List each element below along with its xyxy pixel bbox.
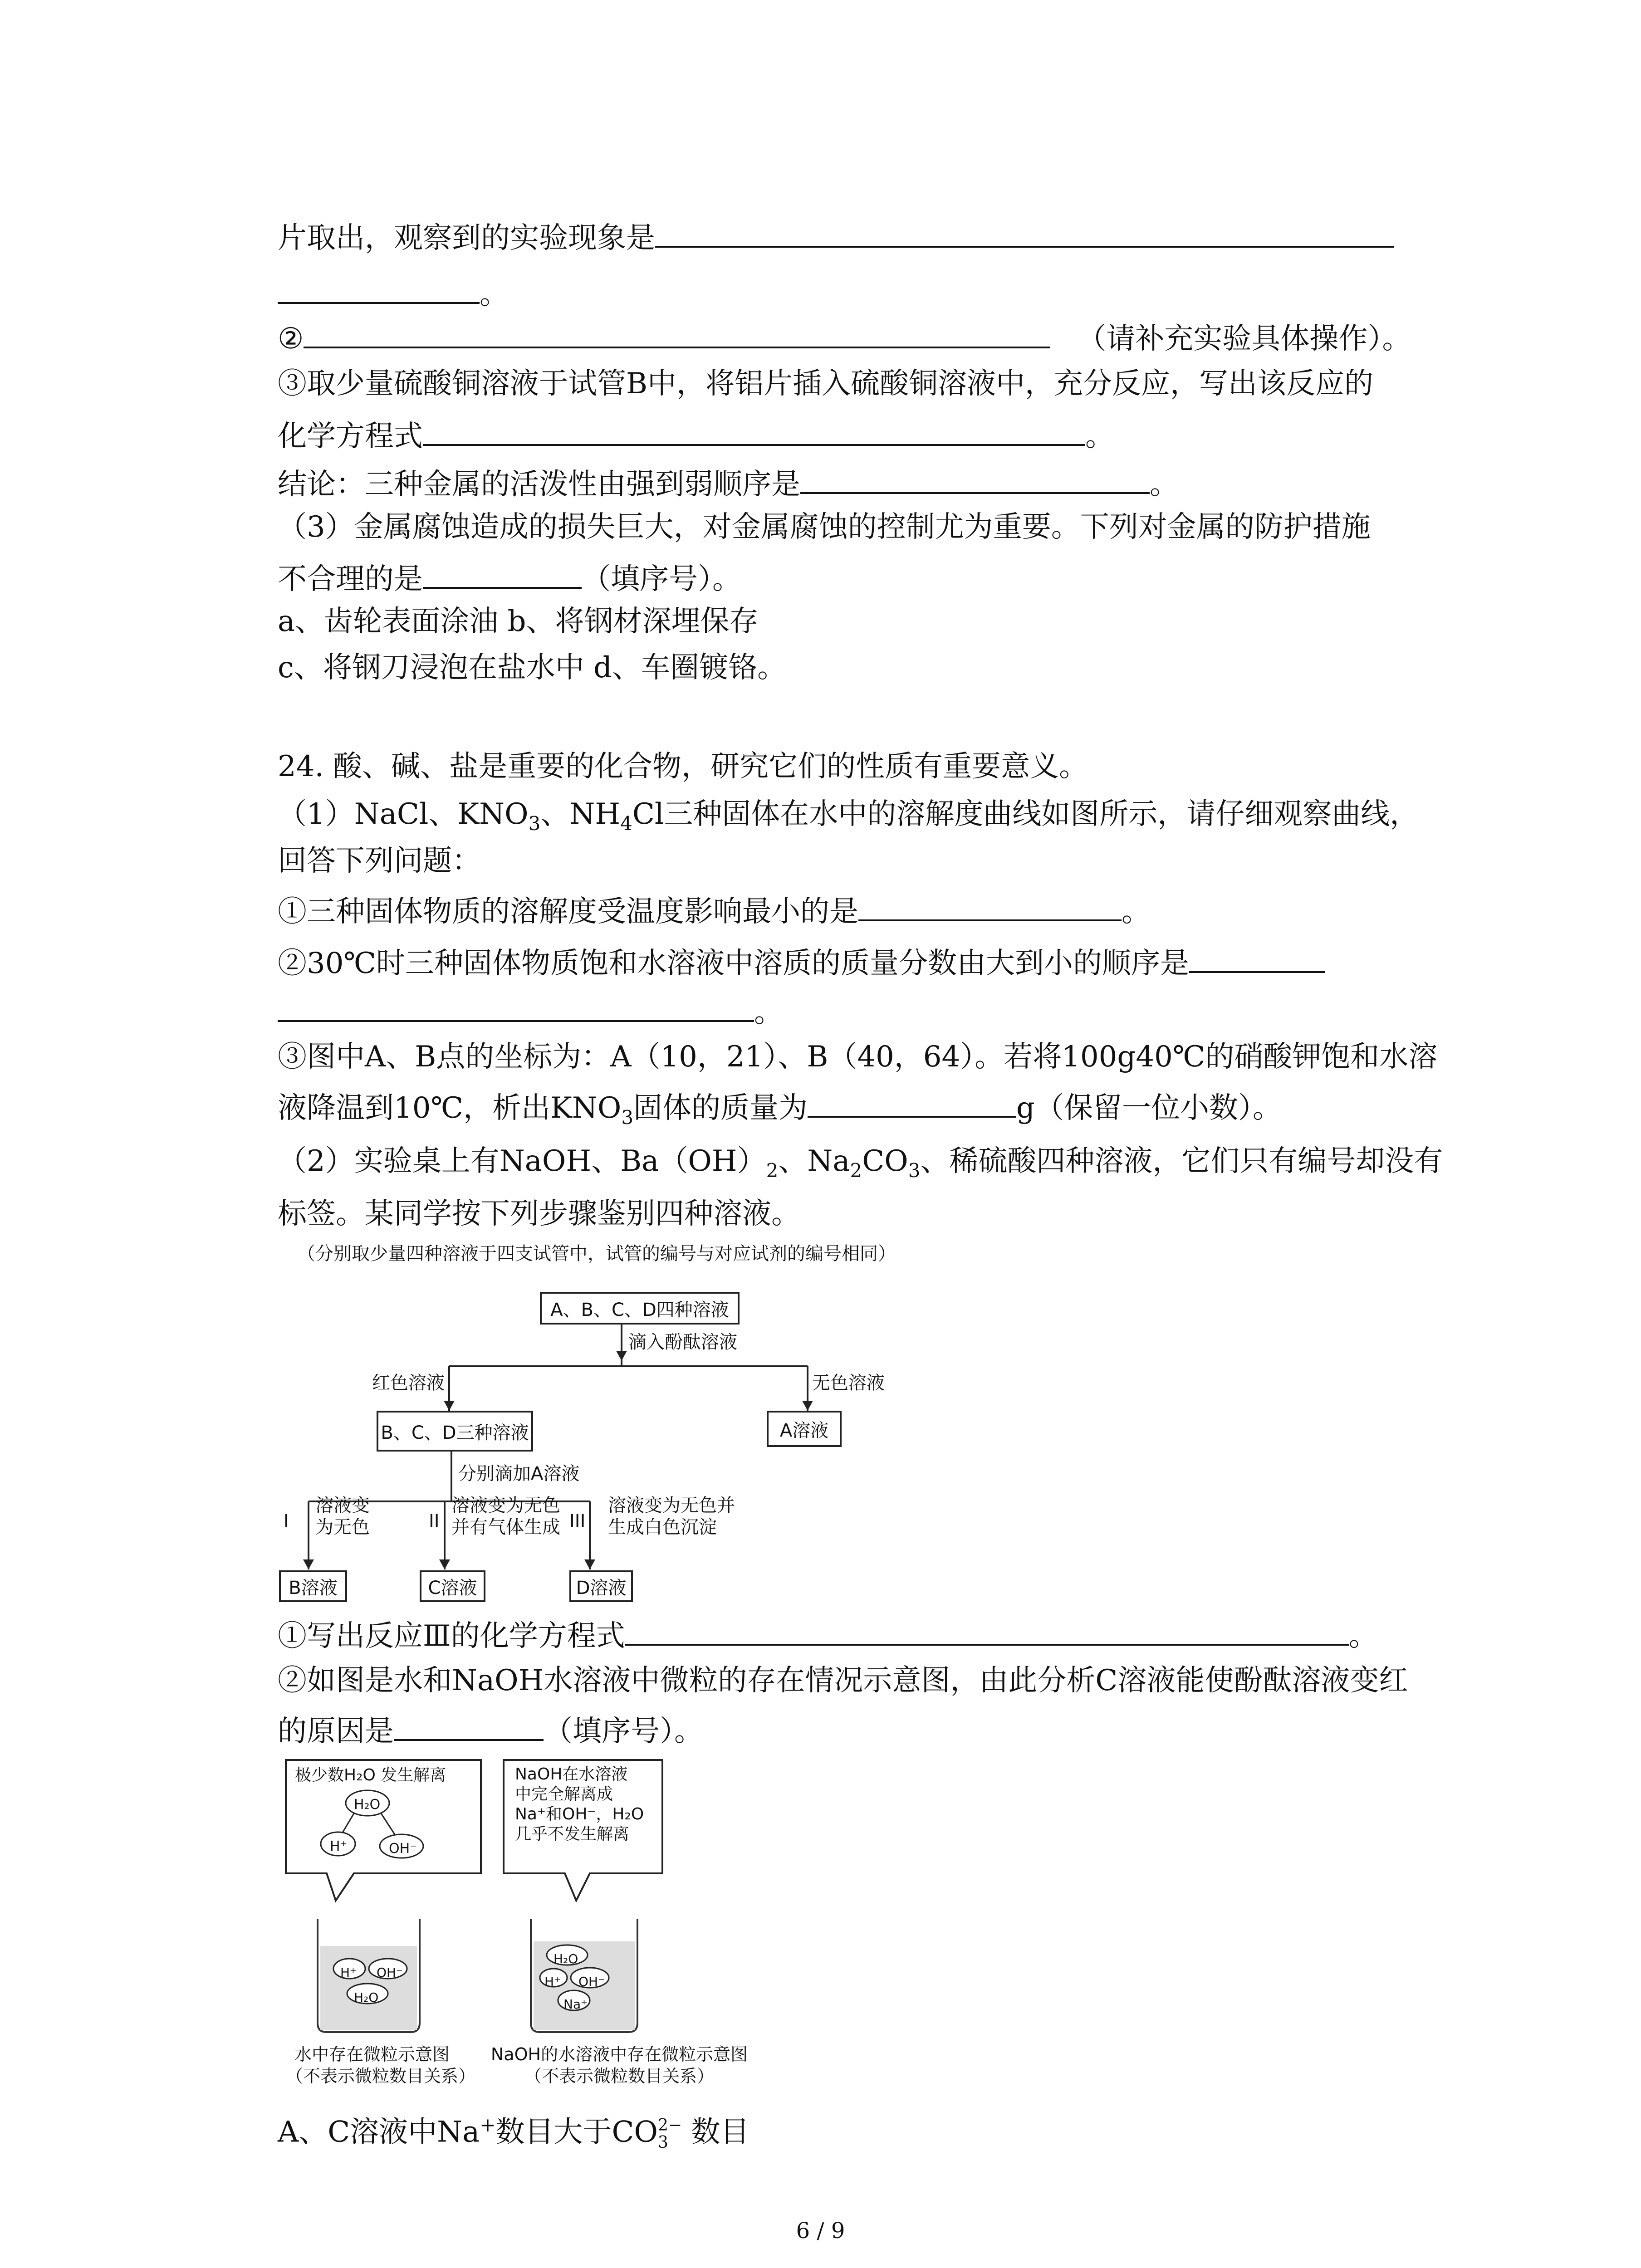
line-text: 几乎不发生解离 xyxy=(515,1825,630,1843)
line-text: 。 xyxy=(1122,895,1151,929)
line-text: 溶液变为无色并 xyxy=(608,1495,735,1516)
line-text: （填序号）。 xyxy=(582,562,741,596)
flow-label-colorless: 无色溶液 xyxy=(812,1373,885,1393)
beaker-1-h2o-label: H₂O xyxy=(354,1990,379,2005)
page-number: 6 / 9 xyxy=(796,2218,845,2244)
beaker-1-h-label: H⁺ xyxy=(340,1965,357,1980)
line-text: ③图中A、B点的坐标为：A（10，21）、B（40，64）。若将100g40℃的硝酸钾饱和水溶 xyxy=(278,1040,1438,1074)
beaker-2-h2o-label: H₂O xyxy=(554,1951,578,1966)
line-text: ②30℃时三种固体物质饱和水溶液中溶质的质量分数由大到小的顺序是 xyxy=(278,947,1190,980)
line-text: 片取出，观察到的实验现象是 xyxy=(278,221,655,255)
flow-step-phenolphthalein: 滴入酚酞溶液 xyxy=(628,1332,737,1353)
line-text: 液降温到10℃，析出KNO xyxy=(278,1091,622,1125)
flow-box-b: B溶液 xyxy=(279,1570,347,1602)
line-text: 固体的质量为 xyxy=(633,1091,808,1125)
line-text: 水中存在微粒示意图 xyxy=(294,2044,450,2064)
line-text: 。 xyxy=(1085,420,1114,453)
flow-box-abcd: A、B、C、D四种溶液 xyxy=(540,1292,740,1325)
water-caption xyxy=(286,2043,476,2087)
line-text: 、NH xyxy=(540,797,621,831)
line-text: （3）金属腐蚀造成的损失巨大，对金属腐蚀的控制尤为重要。下列对金属的防护措施 xyxy=(278,510,1371,544)
line-text: （填序号）。 xyxy=(544,1715,703,1748)
subscript: 3 xyxy=(657,2133,668,2152)
line-text: c、将钢刀浸泡在盐水中 d、车圈镀铬。 xyxy=(278,651,787,684)
line-text: NaOH的水溶液中存在微粒示意图 xyxy=(490,2044,748,2064)
line-text: （请补充实验具体操作）。 xyxy=(1077,322,1411,356)
line-text: ③取少量硫酸铜溶液于试管B中，将铝片插入硫酸铜溶液中，充分反应，写出该反应的 xyxy=(278,367,1374,401)
line-text: 回答下列问题： xyxy=(278,844,481,878)
line-text: 不合理的是 xyxy=(278,562,423,596)
flow-label-red: 红色溶液 xyxy=(372,1373,445,1393)
line-text: 。 xyxy=(480,278,509,311)
line-text: 生成白色沉淀 xyxy=(608,1517,717,1538)
line-text: （不表示微粒数目关系） xyxy=(286,2066,476,2086)
line-text: 。 xyxy=(1348,1619,1378,1653)
reaction-3-label: III xyxy=(569,1511,586,1532)
reaction-2-label: II xyxy=(429,1511,440,1532)
line-text: 数目大于CO xyxy=(495,2115,658,2149)
line-text: ①三种固体物质的溶解度受温度影响最小的是 xyxy=(278,895,858,929)
line-text: 。 xyxy=(754,996,783,1029)
subscript: 2 xyxy=(766,1159,779,1182)
line-text: CO xyxy=(862,1144,908,1178)
water-ionization-title: 极少数H₂O 发生解离 xyxy=(295,1766,446,1784)
flow-step-add-a: 分别滴加A溶液 xyxy=(458,1463,580,1484)
line-text: 化学方程式 xyxy=(278,420,423,453)
line-text: （2）实验桌上有NaOH、Ba（OH） xyxy=(278,1144,766,1178)
line-text: NaOH在水溶液 xyxy=(515,1765,628,1784)
line-text: a、齿轮表面涂油 b、将钢材深埋保存 xyxy=(278,605,759,638)
option-a xyxy=(278,2107,749,2151)
carbonate-charge xyxy=(658,2117,682,2151)
line-text: 、稀硫酸四种溶液，它们只有编号却没有 xyxy=(920,1144,1443,1178)
subscript: 4 xyxy=(620,812,632,835)
line-text: ①写出反应Ⅲ的化学方程式 xyxy=(278,1619,625,1653)
subscript: 2 xyxy=(850,1159,862,1182)
line-text: （1）NaCl、KNO xyxy=(278,797,529,831)
line-text: A、C溶液中Na xyxy=(278,2115,480,2149)
flowchart-caption: （分别取少量四种溶液于四支试管中，试管的编号与对应试剂的编号相同） xyxy=(297,1243,896,1264)
hydroxide-ion-label: OH⁻ xyxy=(389,1841,417,1857)
subscript: 3 xyxy=(528,812,541,835)
line-text: （不表示微粒数目关系） xyxy=(524,2066,714,2086)
line-text: 标签。某同学按下列步骤鉴别四种溶液。 xyxy=(278,1197,800,1231)
line-text: ② xyxy=(278,322,304,356)
line-text: 的原因是 xyxy=(278,1715,394,1748)
line-text: 数目 xyxy=(682,2115,749,2149)
subscript: 3 xyxy=(908,1159,921,1182)
water-molecule-label: H₂O xyxy=(354,1797,381,1813)
flow-box-d: D溶液 xyxy=(569,1570,633,1602)
line-text: 。 xyxy=(1150,468,1179,501)
line-text: ②如图是水和NaOH水溶液中微粒的存在情况示意图，由此分析C溶液能使酚酞溶液变红 xyxy=(278,1664,1408,1697)
reaction-1-label: I xyxy=(284,1511,289,1532)
flow-box-bcd: B、C、D三种溶液 xyxy=(377,1411,533,1452)
line-text: 溶液变 xyxy=(315,1495,370,1516)
flow-box-c: C溶液 xyxy=(420,1570,485,1602)
beaker-1-oh-label: OH⁻ xyxy=(377,1965,403,1980)
line-text: 并有气体生成 xyxy=(451,1517,560,1538)
naoh-caption xyxy=(483,2043,755,2087)
line-text: 中完全解离成 xyxy=(515,1785,613,1804)
line-text: 为无色 xyxy=(315,1517,370,1538)
superscript: 2− xyxy=(657,2116,682,2135)
superscript: + xyxy=(480,2114,496,2136)
line-text: 24. 酸、碱、盐是重要的化合物，研究它们的性质有重要意义。 xyxy=(278,750,1088,783)
line-text: 溶液变为无色 xyxy=(451,1495,560,1516)
beaker-2-na-label: Na⁺ xyxy=(563,1997,588,2012)
line-text: Na⁺和OH⁻，H₂O xyxy=(515,1805,644,1823)
line-text: g（保留一位小数）。 xyxy=(1016,1091,1282,1125)
hydrogen-ion-label: H⁺ xyxy=(330,1838,348,1854)
line-text: 、Na xyxy=(778,1144,850,1178)
beaker-2-h-label: H⁺ xyxy=(544,1974,561,1989)
line-text: 结论：三种金属的活泼性由强到弱顺序是 xyxy=(278,468,800,501)
line-text: Cl三种固体在水中的溶解度曲线如图所示，请仔细观察曲线， xyxy=(632,797,1419,831)
flow-box-a: A溶液 xyxy=(767,1411,842,1447)
subscript: 3 xyxy=(621,1106,634,1129)
beaker-2-oh-label: OH⁻ xyxy=(578,1974,605,1989)
naoh-ionization-note xyxy=(515,1765,644,1844)
